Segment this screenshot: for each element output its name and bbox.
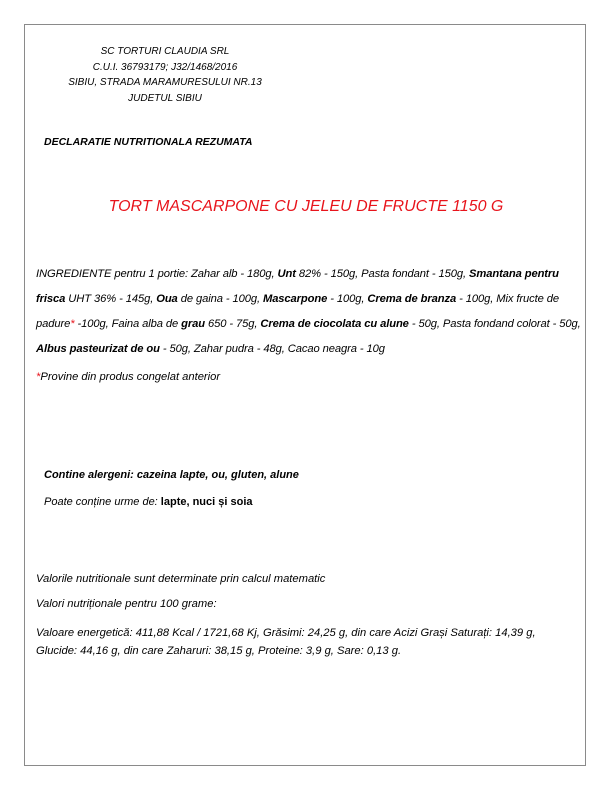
declaration-title: DECLARATIE NUTRITIONALA REZUMATA [44, 136, 253, 148]
nutrition-per-100: Valori nutriționale pentru 100 grame: [36, 598, 217, 610]
ingredients-intro: INGREDIENTE pentru 1 portie: Zahar alb - 180g, [36, 268, 278, 280]
company-county: JUDETUL SIBIU [128, 92, 202, 104]
company-header [40, 44, 290, 106]
company-name: SC TORTURI CLAUDIA SRL [100, 46, 230, 57]
frozen-note [36, 371, 220, 383]
nutrition-line-1: Valoare energetică: 411,88 Kcal / 1721,68 Kj, Grăsimi: 24,25 g, din care Acizi Grași Saturați: 14,39 g, [36, 627, 536, 639]
nutrition-calc-note: Valorile nutritionale sunt determinate prin calcul matematic [36, 573, 326, 585]
ingredient-unt-rest: 82% - 150g, Pasta fondant - 150g, [295, 268, 470, 280]
nutrition-line-2: Glucide: 44,16 g, din care Zaharuri: 38,15 g, Proteine: 3,9 g, Sare: 0,13 g. [36, 645, 402, 657]
frozen-note-asterisk: * [36, 371, 41, 383]
ingredient-crema-ciocolata-rest: - 50g, Pasta fondand colorat - 50g, [408, 318, 581, 330]
company-registration: C.U.I. 36793179; J32/1468/2016 [92, 61, 238, 73]
ingredient-oua-rest: de gaina - 100g, [177, 293, 263, 305]
ingredient-smantana: Smantana pentru frisca [36, 268, 559, 305]
ingredient-grau-rest: 650 - 75g, [205, 318, 261, 330]
ingredient-albus-rest: - 50g, Zahar pudra - 48g, Cacao neagra - 10g [159, 343, 385, 355]
ingredient-crema-ciocolata: Crema de ciocolata cu alune [260, 318, 409, 330]
product-title: TORT MASCARPONE CU JELEU DE FRUCTE 1150 G [108, 198, 504, 215]
ingredient-albus: Albus pasteurizat de ou [36, 343, 160, 355]
ingredient-crema-branza: Crema de branza [367, 293, 457, 305]
ingredient-fructe-rest: -100g, Faina alba de [74, 318, 182, 330]
frozen-asterisk: * [70, 318, 75, 330]
ingredient-grau: grau [181, 318, 206, 330]
traces-value: lapte, nuci și soia [160, 496, 253, 508]
ingredient-smantana-rest: UHT 36% - 145g, [65, 293, 157, 305]
nutrition-values [36, 624, 581, 660]
ingredient-oua: Oua [156, 293, 178, 305]
traces-statement [44, 496, 253, 508]
frozen-note-text: Provine din produs congelat anterior [40, 371, 221, 383]
ingredients-paragraph [36, 262, 581, 362]
ingredient-unt: Unt [277, 268, 296, 280]
ingredient-crema-branza-rest: - 100g, Mix fructe de padure [36, 293, 559, 330]
ingredient-mascarpone: Mascarpone [262, 293, 328, 305]
ingredient-mascarpone-rest: - 100g, [327, 293, 368, 305]
company-address: SIBIU, STRADA MARAMURESULUI NR.13 [68, 77, 262, 88]
traces-label: Poate conține urme de: [44, 496, 161, 508]
allergens-statement: Contine alergeni: cazeina lapte, ou, gluten, alune [44, 469, 299, 481]
